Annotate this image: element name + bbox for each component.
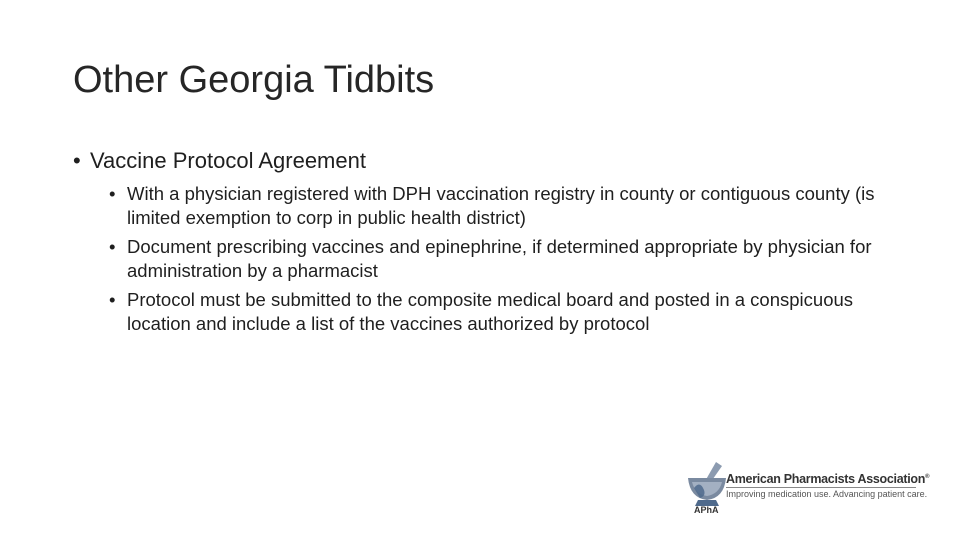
bullet-marker: • xyxy=(109,289,116,310)
logo-name xyxy=(726,472,929,486)
sub-bullet xyxy=(109,288,893,335)
bullet-text: Vaccine Protocol Agreement xyxy=(90,148,366,173)
sub-bullet-list xyxy=(109,182,893,335)
registered-mark: ® xyxy=(925,473,930,480)
logo-tagline: Improving medication use. Advancing patient care. xyxy=(726,489,928,499)
sub-bullet xyxy=(109,182,893,229)
slide-content xyxy=(73,146,893,341)
sub-bullet-text: Protocol must be submitted to the composite medical board and posted in a conspicuous location and include a list of the vaccines authorized by protocol xyxy=(127,289,854,334)
bullet-marker: • xyxy=(109,236,116,257)
apha-logo xyxy=(686,460,930,520)
bullet-level1 xyxy=(73,146,893,176)
sub-bullet-text: Document prescribing vaccines and epinephrine, if determined appropriate by physician for administration by a pharmacist xyxy=(127,236,872,281)
logo-abbreviation: APhA xyxy=(694,505,719,515)
sub-bullet xyxy=(109,235,893,282)
slide-title: Other Georgia Tidbits xyxy=(73,59,435,101)
logo-name-text: American Pharmacists Association xyxy=(726,472,926,486)
sub-bullet-text: With a physician registered with DPH vaccination registry in county or contiguous county (is limited exemption to corp in public health district) xyxy=(127,183,875,228)
bullet-marker: • xyxy=(73,148,81,173)
bullet-marker: • xyxy=(109,183,116,204)
